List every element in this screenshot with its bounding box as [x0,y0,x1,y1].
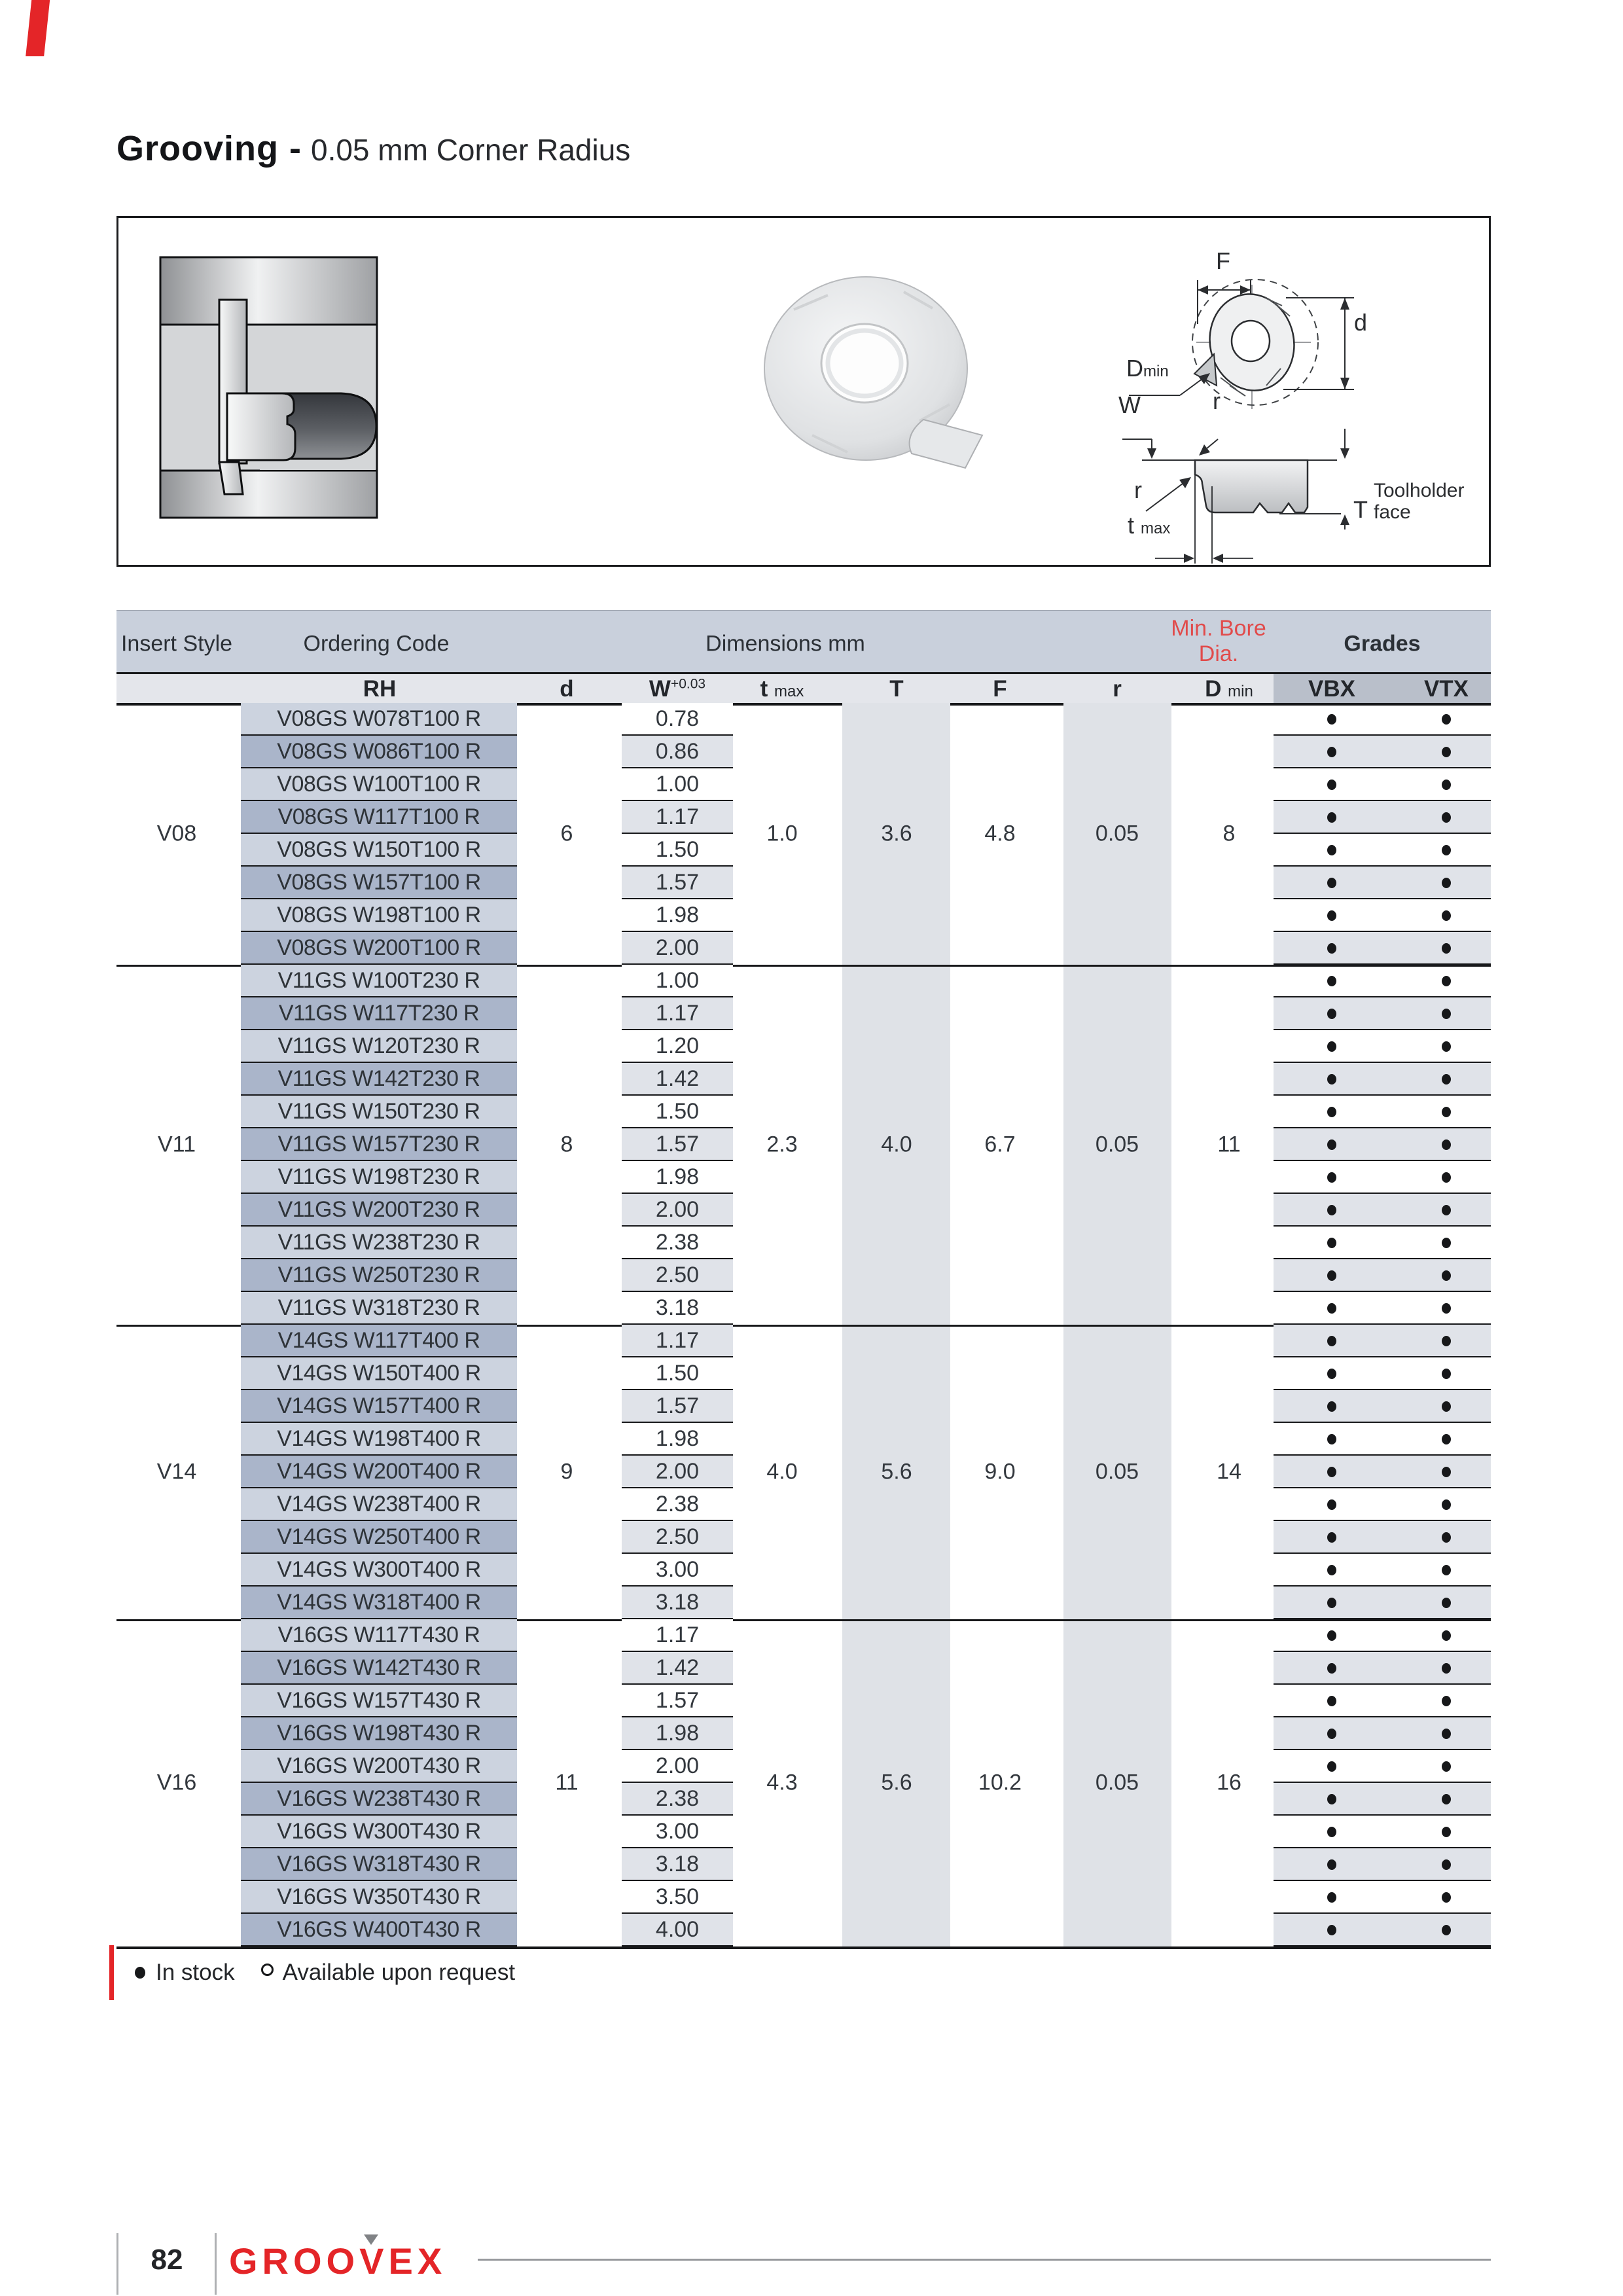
grades-row-band [1274,834,1491,867]
subcol-T: T [889,676,904,702]
stock-legend [109,1945,515,2000]
ordering-code-cell: V11GS W100T230 R [241,965,517,997]
grades-row-band [1274,1587,1491,1619]
grade-dot-vbx [1327,1041,1336,1052]
grade-dot-vbx [1327,1172,1336,1183]
brand-logo: GROOVEX [229,2240,447,2282]
grade-dot-vbx [1327,1499,1336,1510]
r-value: 0.05 [1095,1770,1139,1795]
w-value-cell: 2.00 [622,932,733,965]
grade-dot-vtx [1442,910,1451,921]
subcol-dmin: D min [1205,676,1253,702]
dmin-value: 11 [1217,1132,1241,1157]
F-value: 9.0 [984,1459,1016,1484]
ordering-code-cell: V11GS W250T230 R [241,1259,517,1292]
grade-dot-vtx [1442,878,1451,888]
grade-dot-vbx [1327,1303,1336,1314]
w-value-cell: 1.00 [622,965,733,997]
grade-dot-vtx [1442,1434,1451,1444]
grade-dot-vbx [1327,1401,1336,1412]
in-stock-dot-icon [135,1967,145,1979]
grade-dot-vbx [1327,1663,1336,1674]
w-value-cell: 1.17 [622,1619,733,1652]
grade-dot-vbx [1327,1598,1336,1608]
grades-row-band [1274,768,1491,801]
grade-dot-vtx [1442,747,1451,757]
grade-dot-vtx [1442,1009,1451,1019]
grade-dot-vtx [1442,1892,1451,1903]
grade-dot-vtx [1442,1565,1451,1575]
w-value-cell: 1.00 [622,768,733,801]
w-value-cell: 1.17 [622,997,733,1030]
w-value-cell: 2.00 [622,1456,733,1488]
grade-dot-vbx [1327,1729,1336,1739]
w-value-cell: 1.57 [622,867,733,899]
grades-row-band [1274,1325,1491,1357]
grades-row-band [1274,1128,1491,1161]
grade-dot-vtx [1442,1238,1451,1248]
grades-row-band [1274,1652,1491,1685]
grades-row-band [1274,1717,1491,1750]
w-value-cell: 2.38 [622,1488,733,1521]
ordering-code-cell: V08GS W100T100 R [241,768,517,801]
grade-dot-vbx [1327,1630,1336,1641]
w-value-cell: 2.00 [622,1194,733,1227]
grade-dot-vtx [1442,1663,1451,1674]
d-value: 8 [560,1132,573,1157]
grades-row-band [1274,1456,1491,1488]
ordering-code-cell: V08GS W086T100 R [241,736,517,768]
grades-row-band [1274,1063,1491,1096]
page-number: 82 [151,2244,183,2276]
dmin-value: 16 [1217,1770,1241,1795]
grade-dot-vbx [1327,1107,1336,1117]
diagram-panel [116,216,1491,567]
w-value-cell: 1.20 [622,1030,733,1063]
dim-label-tmax: t max [1128,512,1171,539]
grades-row-band [1274,965,1491,997]
w-value-cell: 2.00 [622,1750,733,1783]
grade-dot-vbx [1327,1532,1336,1543]
ordering-code-cell: V14GS W250T400 R [241,1521,517,1554]
grade-dot-vbx [1327,1696,1336,1706]
grades-row-band [1274,1030,1491,1063]
T-value: 4.0 [881,1132,912,1157]
w-value-cell: 3.00 [622,1554,733,1587]
grade-dot-vbx [1327,1205,1336,1215]
w-value-cell: 3.18 [622,1292,733,1325]
ordering-code-cell: V14GS W318T400 R [241,1587,517,1619]
grade-dot-vbx [1327,1434,1336,1444]
dim-label-dmin: Dmin [1126,355,1169,382]
ordering-code-cell: V14GS W300T400 R [241,1554,517,1587]
w-value-cell: 1.17 [622,1325,733,1357]
ordering-code-cell: V16GS W157T430 R [241,1685,517,1717]
grade-dot-vbx [1327,714,1336,725]
grade-dot-vtx [1442,1303,1451,1314]
dim-label-r-lower: r [1134,476,1142,503]
grade-dot-vtx [1442,1205,1451,1215]
grade-dot-vtx [1442,1336,1451,1346]
grade-dot-vtx [1442,1827,1451,1837]
dmin-value: 8 [1222,821,1236,846]
w-value-cell: 1.98 [622,1423,733,1456]
grades-row-band [1274,1521,1491,1554]
w-value-cell: 1.98 [622,899,733,932]
grade-dot-vtx [1442,1172,1451,1183]
grade-dot-vbx [1327,1336,1336,1346]
grades-row-band [1274,703,1491,736]
w-value-cell: 3.00 [622,1816,733,1848]
dim-label-d: d [1354,309,1368,336]
tmax-value: 1.0 [766,821,798,846]
grade-dot-vbx [1327,1859,1336,1870]
page-title-subtitle: 0.05 mm Corner Radius [310,133,631,167]
grades-row-band [1274,801,1491,834]
grades-row-band [1274,736,1491,768]
ordering-code-cell: V16GS W400T430 R [241,1914,517,1946]
w-value-cell: 3.18 [622,1848,733,1881]
w-value-cell: 1.98 [622,1717,733,1750]
grades-row-band [1274,1423,1491,1456]
dmin-value: 14 [1217,1459,1241,1484]
legend-red-bar [109,1945,114,2000]
grades-row-band [1274,867,1491,899]
grades-row-band [1274,1292,1491,1325]
ordering-code-cell: V16GS W300T430 R [241,1816,517,1848]
grades-row-band [1274,1750,1491,1783]
grades-row-band [1274,1881,1491,1914]
grade-dot-vtx [1442,1107,1451,1117]
grade-dot-vbx [1327,1794,1336,1804]
w-value-cell: 3.50 [622,1881,733,1914]
ordering-code-cell: V14GS W157T400 R [241,1390,517,1423]
grades-row-band [1274,932,1491,965]
grades-row-band [1274,1619,1491,1652]
grade-dot-vtx [1442,780,1451,790]
grade-dot-vtx [1442,1467,1451,1477]
grade-dot-vbx [1327,1761,1336,1772]
grades-row-band [1274,1816,1491,1848]
w-value-cell: 1.50 [622,1096,733,1128]
grade-dot-vbx [1327,812,1336,823]
w-value-cell: 2.50 [622,1259,733,1292]
r-value: 0.05 [1095,1459,1139,1484]
grooving-insert-table [116,610,1491,1946]
w-value-cell: 0.86 [622,736,733,768]
ordering-code-cell: V11GS W120T230 R [241,1030,517,1063]
ordering-code-cell: V14GS W200T400 R [241,1456,517,1488]
grade-dot-vtx [1442,1729,1451,1739]
tmax-value: 4.3 [766,1770,798,1795]
col-header-grades: Grades [1344,631,1421,656]
ordering-code-cell: V08GS W117T100 R [241,801,517,834]
insert-3d-render [741,267,990,480]
ordering-code-cell: V11GS W200T230 R [241,1194,517,1227]
toolholder-face-label: Toolholder face [1374,480,1465,523]
grade-dot-vbx [1327,1467,1336,1477]
grades-row-band [1274,1161,1491,1194]
subcol-r: r [1113,676,1122,702]
grades-row-band [1274,1848,1491,1881]
brand-logo-triangle-icon [364,2234,378,2245]
w-value-cell: 1.98 [622,1161,733,1194]
insert-style-label: V08 [156,821,197,846]
ordering-code-cell: V16GS W318T430 R [241,1848,517,1881]
w-value-cell: 1.57 [622,1390,733,1423]
grade-dot-vtx [1442,976,1451,986]
grade-dot-vbx [1327,1009,1336,1019]
ordering-code-cell: V11GS W318T230 R [241,1292,517,1325]
grade-dot-vtx [1442,1532,1451,1543]
grade-dot-vbx [1327,1369,1336,1379]
dim-label-f: F [1216,247,1230,274]
ordering-code-cell: V16GS W200T430 R [241,1750,517,1783]
ordering-code-cell: V16GS W117T430 R [241,1619,517,1652]
col-header-dimensions: Dimensions mm [705,631,865,656]
F-value: 4.8 [984,821,1016,846]
page-title-main: Grooving - [116,129,302,168]
subcol-d: d [560,676,574,702]
grade-dot-vbx [1327,976,1336,986]
d-value: 9 [560,1459,573,1484]
ordering-code-cell: V08GS W198T100 R [241,899,517,932]
ordering-code-cell: V08GS W150T100 R [241,834,517,867]
ordering-code-cell: V08GS W157T100 R [241,867,517,899]
ordering-code-cell: V16GS W142T430 R [241,1652,517,1685]
w-value-cell: 1.50 [622,1357,733,1390]
ordering-code-cell: V11GS W198T230 R [241,1161,517,1194]
w-value-cell: 4.00 [622,1914,733,1946]
grades-row-band [1274,1554,1491,1587]
w-value-cell: 1.42 [622,1652,733,1685]
tmax-value: 4.0 [766,1459,798,1484]
grade-dot-vtx [1442,1630,1451,1641]
T-value: 3.6 [881,821,912,846]
grade-dot-vbx [1327,1827,1336,1837]
grade-dot-vtx [1442,943,1451,954]
grade-dot-vbx [1327,1892,1336,1903]
grade-dot-vbx [1327,1565,1336,1575]
ordering-code-cell: V16GS W238T430 R [241,1783,517,1816]
grade-dot-vbx [1327,780,1336,790]
grade-dot-vtx [1442,1761,1451,1772]
tmax-value: 2.3 [766,1132,798,1157]
F-value: 6.7 [984,1132,1016,1157]
subcol-vbx: VBX [1308,676,1355,702]
r-value: 0.05 [1095,821,1139,846]
col-header-insert-style: Insert Style [120,631,233,656]
ordering-code-cell: V16GS W350T430 R [241,1881,517,1914]
page-title [116,128,630,169]
w-value-cell: 1.57 [622,1685,733,1717]
w-value-cell: 2.38 [622,1783,733,1816]
grade-dot-vtx [1442,1598,1451,1608]
ordering-code-cell: V11GS W142T230 R [241,1063,517,1096]
d-value: 6 [560,821,573,846]
col-header-ordering-code: Ordering Code [303,631,450,656]
dim-label-t-cap: T [1353,496,1368,523]
subcol-tmax: t max [760,676,804,702]
insert-style-label: V14 [156,1459,197,1484]
ordering-code-cell: V11GS W117T230 R [241,997,517,1030]
grade-dot-vbx [1327,1238,1336,1248]
in-stock-label: In stock [156,1960,235,1985]
w-value-cell: 1.17 [622,801,733,834]
insert-style-label: V11 [158,1132,196,1157]
grade-dot-vtx [1442,1074,1451,1085]
on-request-label: Available upon request [282,1960,516,1985]
subcol-vtx: VTX [1423,676,1469,702]
dim-label-w: W [1118,391,1141,418]
grade-dot-vbx [1327,1074,1336,1085]
w-value-cell: 1.42 [622,1063,733,1096]
subcol-w: $W^{+0.03}$ [649,676,706,702]
grade-dot-vbx [1327,1139,1336,1150]
grade-dot-vtx [1442,1696,1451,1706]
grade-dot-vbx [1327,943,1336,954]
grade-dot-vbx [1327,845,1336,855]
grade-dot-vbx [1327,1925,1336,1935]
ordering-code-cell: V14GS W238T400 R [241,1488,517,1521]
grades-row-band [1274,1783,1491,1816]
F-value: 10.2 [978,1770,1022,1795]
T-value: 5.6 [881,1770,912,1795]
grade-dot-vtx [1442,1499,1451,1510]
cross-section-illustration [159,254,385,519]
w-value-cell: 3.18 [622,1587,733,1619]
grade-dot-vtx [1442,1270,1451,1281]
grades-row-band [1274,1096,1491,1128]
grade-dot-vbx [1327,910,1336,921]
grades-row-band [1274,997,1491,1030]
ordering-code-cell: V16GS W198T430 R [241,1717,517,1750]
ordering-code-cell: V14GS W150T400 R [241,1357,517,1390]
col-header-min-bore: Min. Bore Dia. [1171,616,1266,666]
w-value-cell: 2.38 [622,1227,733,1259]
footer-divider-left [116,2233,118,2295]
grade-dot-vtx [1442,1925,1451,1935]
d-value: 11 [555,1770,579,1795]
grades-row-band [1274,1357,1491,1390]
grade-dot-vbx [1327,878,1336,888]
grade-dot-vtx [1442,1041,1451,1052]
r-value: 0.05 [1095,1132,1139,1157]
grades-row-band [1274,1194,1491,1227]
grades-row-band [1274,899,1491,932]
w-value-cell: 1.57 [622,1128,733,1161]
grade-dot-vtx [1442,1401,1451,1412]
grade-dot-vtx [1442,1369,1451,1379]
ordering-code-cell: V11GS W238T230 R [241,1227,517,1259]
on-request-circle-icon [261,1964,274,1976]
grade-dot-vbx [1327,747,1336,757]
ordering-code-cell: V11GS W150T230 R [241,1096,517,1128]
grade-dot-vtx [1442,1794,1451,1804]
dim-label-r-top: r [1213,387,1221,414]
grade-dot-vtx [1442,1139,1451,1150]
footer-divider-mid [215,2233,217,2295]
footer-rule [478,2259,1491,2261]
T-value: 5.6 [881,1459,912,1484]
grade-dot-vbx [1327,1270,1336,1281]
grades-row-band [1274,1685,1491,1717]
subcol-F: F [993,676,1007,702]
grade-dot-vtx [1442,1859,1451,1870]
insert-style-label: V16 [156,1770,197,1795]
grade-dot-vtx [1442,812,1451,823]
ordering-code-cell: V08GS W078T100 R [241,703,517,736]
grade-dot-vtx [1442,714,1451,725]
grades-row-band [1274,1488,1491,1521]
ordering-code-cell: V14GS W198T400 R [241,1423,517,1456]
red-corner-mark [26,0,50,56]
ordering-code-cell: V14GS W117T400 R [241,1325,517,1357]
grades-row-band [1274,1259,1491,1292]
grades-row-band [1274,1390,1491,1423]
ordering-code-cell: V11GS W157T230 R [241,1128,517,1161]
w-value-cell: 1.50 [622,834,733,867]
grade-dot-vtx [1442,845,1451,855]
grades-row-band [1274,1914,1491,1946]
w-value-cell: 2.50 [622,1521,733,1554]
w-value-cell: 0.78 [622,703,733,736]
subcol-rh: RH [363,676,397,702]
ordering-code-cell: V08GS W200T100 R [241,932,517,965]
grades-row-band [1274,1227,1491,1259]
